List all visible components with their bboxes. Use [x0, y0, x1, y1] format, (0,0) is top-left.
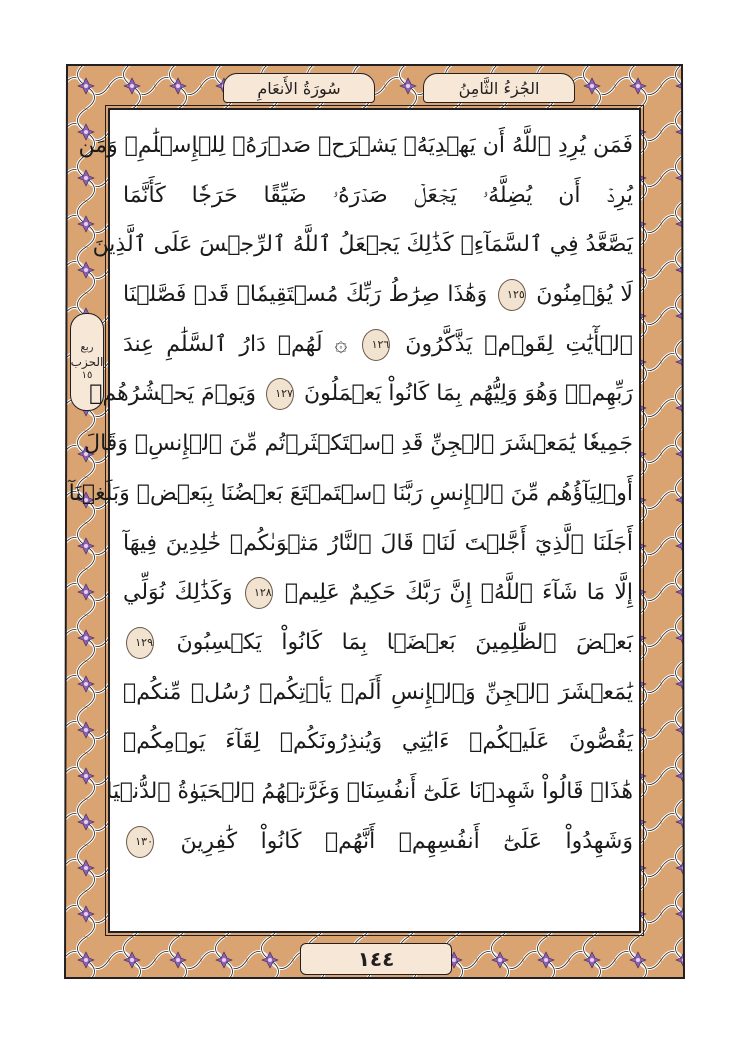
text-line: [78, 121, 633, 171]
page-number-cartouche: [300, 943, 452, 975]
line-text-before: ٱلۡأٓيَٰتِ لِقَوۡمٖ يَذَّكَّرُونَ: [405, 331, 633, 357]
line-text-before: بَعۡضَ ٱلظَّٰلِمِينَ بَعۡضَۢا بِمَا كَانُواْ يَكۡسِبُونَ: [176, 629, 633, 655]
juz-name-cartouche: [423, 73, 575, 103]
text-line: [123, 668, 633, 718]
line-text-before: وَشَهِدُواْ عَلَىٰٓ أَنفُسِهِمۡ أَنَّهُمۡ كَانُواْ كَٰفِرِينَ: [180, 828, 633, 854]
line-text-after: وَكَذَٰلِكَ نُوَلِّي: [123, 580, 233, 606]
line-text: يُرِدۡ أَن يُضِلَّهُۥ يَجۡعَلۡ صَدۡرَهُۥ ضَيِّقًا حَرَجٗا كَأَنَّمَا: [123, 182, 633, 208]
line-text: جَمِيعٗا يَٰمَعۡشَرَ ٱلۡجِنِّ قَدِ ٱسۡتَكۡثَرۡتُم مِّنَ ٱلۡإِنسِۖ وَقَالَ: [84, 431, 633, 457]
ayah-number-marker: ١٣٠: [126, 826, 154, 858]
ayah-number-marker: ١٢٧: [266, 378, 294, 410]
text-line: [92, 220, 633, 270]
line-text: أَوۡلِيَآؤُهُم مِّنَ ٱلۡإِنسِ رَبَّنَا ٱسۡتَمۡتَعَ بَعۡضُنَا بِبَعۡضٖ وَبَلَغۡنَآ: [68, 480, 633, 506]
surah-name-cartouche: [223, 73, 375, 103]
text-line: [84, 419, 633, 469]
text-line: [123, 171, 633, 221]
line-text-before: لَا يُؤۡمِنُونَ: [536, 282, 633, 308]
line-text: يَقُصُّونَ عَلَيۡكُمۡ ءَايَٰتِي وَيُنذِرُونَكُمۡ لِقَآءَ يَوۡمِكُمۡ: [123, 729, 633, 755]
line-text-after: ۞ لَهُمۡ دَارُ ٱلسَّلَٰمِ عِندَ: [123, 331, 348, 357]
text-line: [123, 568, 633, 618]
line-text-before: رَبِّهِمۡۖ وَهُوَ وَلِيُّهُم بِمَا كَانُواْ يَعۡمَلُونَ: [303, 381, 633, 407]
ayah-number-marker: ١٢٩: [126, 627, 154, 659]
text-line: [89, 369, 633, 419]
surah-name: سُورَةُ الأَنعَامِ: [257, 78, 341, 98]
line-text-after: وَهَٰذَا صِرَٰطُ رَبِّكَ مُسۡتَقِيمٗاۗ قَدۡ فَصَّلۡنَا: [123, 282, 488, 308]
line-text: يَصَّعَّدُ فِي ٱلسَّمَآءِۚ كَذَٰلِكَ يَجۡعَلُ ٱللَّهُ ٱلرِّجۡسَ عَلَى ٱلَّذِينَ: [92, 232, 633, 258]
line-text: هَٰذَاۚ قَالُواْ شَهِدۡنَا عَلَىٰٓ أَنفُسِنَاۖ وَغَرَّتۡهُمُ ٱلۡحَيَوٰةُ ٱلدُّنۡيَا: [106, 778, 633, 804]
text-line: [123, 618, 633, 668]
text-line: [123, 320, 633, 370]
hizb-marker-line1: ربع: [80, 342, 94, 353]
text-line: [68, 469, 633, 519]
juz-name: الجُزءُ الثَّامِنُ: [458, 78, 540, 98]
ornamental-page-frame: [63, 63, 686, 980]
text-line: [123, 270, 633, 320]
line-text-after: وَيَوۡمَ يَحۡشُرُهُمۡ: [89, 381, 256, 407]
ayah-number-marker: ١٢٦: [362, 329, 390, 361]
ayah-number-marker: ١٢٥: [498, 279, 526, 311]
hizb-marker-number: ١٥: [81, 370, 93, 381]
text-line: [123, 519, 633, 569]
line-text: فَمَن يُرِدِ ٱللَّهُ أَن يَهۡدِيَهُۥ يَشۡرَحۡ صَدۡرَهُۥ لِلۡإِسۡلَٰمِۖ وَمَن: [78, 133, 633, 158]
text-line: [123, 817, 633, 867]
line-text: أَجَلَنَا ٱلَّذِيٓ أَجَّلۡتَ لَنَاۚ قَالَ ٱلنَّارُ مَثۡوَىٰكُمۡ خَٰلِدِينَ فِيهَآ: [123, 530, 633, 556]
line-text-before: إِلَّا مَا شَآءَ ٱللَّهُۗ إِنَّ رَبَّكَ حَكِيمٌ عَلِيمٞ: [284, 580, 634, 606]
hizb-marker-line2: الحزب: [70, 355, 104, 369]
ayah-number-marker: ١٢٨: [245, 577, 273, 609]
text-line: [106, 767, 633, 817]
line-text: يَٰمَعۡشَرَ ٱلۡجِنِّ وَٱلۡإِنسِ أَلَمۡ يَأۡتِكُمۡ رُسُلٞ مِّنكُمۡ: [123, 679, 633, 705]
text-line: [123, 717, 633, 767]
page-number: ١٤٤: [357, 947, 395, 971]
